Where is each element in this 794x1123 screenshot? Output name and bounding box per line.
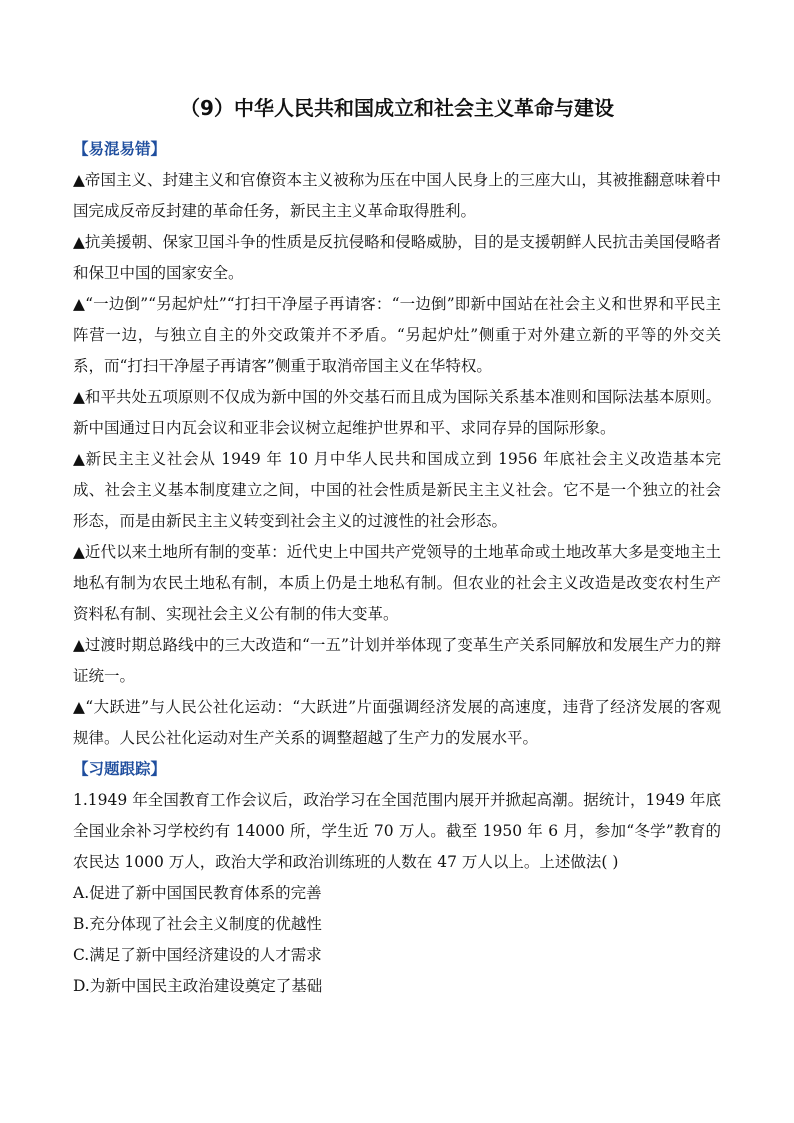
document-title: （9）中华人民共和国成立和社会主义革命与建设 — [180, 96, 614, 120]
answer-option-a: A.促进了新中国国民教育体系的完善 — [73, 884, 322, 902]
document-content — [73, 134, 721, 1002]
error-point-paragraph: ▲帝国主义、封建主义和官僚资本主义被称为压在中国人民身上的三座大山，其被推翻意味着中国完成反帝反封建的革命任务，新民主主义革命取得胜利。 — [73, 171, 721, 220]
error-point-paragraph: ▲近代以来土地所有制的变革：近代史上中国共产党领导的土地革命或土地改革大多是变地主土地私有制为农民土地私有制，本质上仍是土地私有制。但农业的社会主义改造是改变农村生产资料私有制、实现社会主义公有制的伟大变革。 — [73, 543, 721, 623]
error-point-paragraph: ▲抗美援朝、保家卫国斗争的性质是反抗侵略和侵略威胁，目的是支援朝鲜人民抗击美国侵略者和保卫中国的国家安全。 — [73, 233, 721, 282]
answer-option-b: B.充分体现了社会主义制度的优越性 — [73, 915, 322, 933]
section-label-exercises: 【习题跟踪】 — [73, 760, 167, 778]
answer-option-c: C.满足了新中国经济建设的人才需求 — [73, 946, 322, 964]
section-label-common-errors: 【易混易错】 — [73, 140, 167, 158]
error-point-paragraph: ▲过渡时期总路线中的三大改造和“一五”计划并举体现了变革生产关系同解放和发展生产力的辩证统一。 — [73, 636, 721, 685]
error-point-paragraph: ▲“大跃进”与人民公社化运动：“大跃进”片面强调经济发展的高速度，违背了经济发展的客观规律。人民公社化运动对生产关系的调整超越了生产力的发展水平。 — [73, 698, 721, 747]
answer-option-d: D.为新中国民主政治建设奠定了基础 — [73, 977, 323, 995]
error-point-paragraph: ▲和平共处五项原则不仅成为新中国的外交基石而且成为国际关系基本准则和国际法基本原则。新中国通过日内瓦会议和亚非会议树立起维护世界和平、求同存异的国际形象。 — [73, 388, 721, 437]
question-stem: 1.1949 年全国教育工作会议后，政治学习在全国范围内展开并掀起高潮。据统计，1949 年底全国业余补习学校约有 14000 所，学生近 70 万人。截至 1950 年 6 月，参加“冬学”教育的农民达 1000 万人，政治大学和政治训练班的人数在 47 万人以上。上述做法( ) — [73, 791, 721, 871]
error-point-paragraph: ▲新民主主义社会从 1949 年 10 月中华人民共和国成立到 1956 年底社会主义改造基本完成、社会主义基本制度建立之间，中国的社会性质是新民主主义社会。它不是一个独立的社会形态，而是由新民主主义转变到社会主义的过渡性的社会形态。 — [73, 450, 721, 530]
error-point-paragraph: ▲“一边倒”“另起炉灶”“打扫干净屋子再请客：“一边倒”即新中国站在社会主义和世界和平民主阵营一边，与独立自主的外交政策并不矛盾。“另起炉灶”侧重于对外建立新的平等的外交关系，而“打扫干净屋子再请客”侧重于取消帝国主义在华特权。 — [73, 295, 721, 375]
